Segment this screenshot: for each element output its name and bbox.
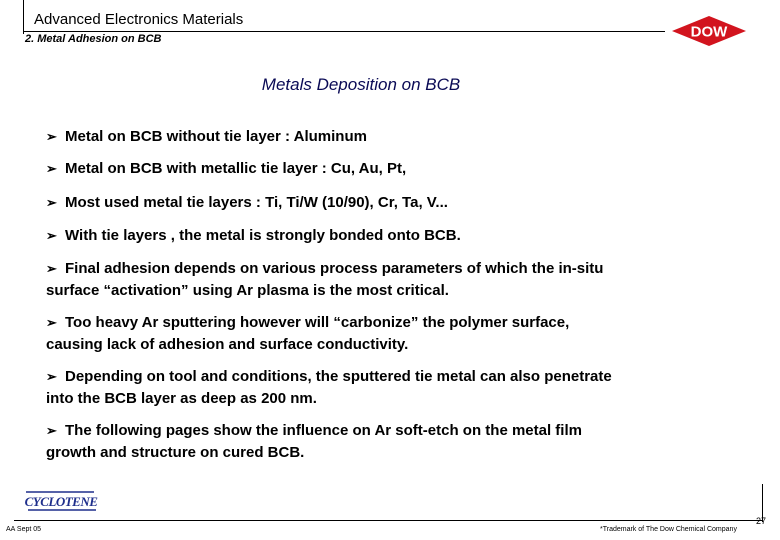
arrow-bullet-icon: ➢ <box>46 261 57 276</box>
arrow-bullet-icon: ➢ <box>46 315 57 330</box>
bullet-text-continuation: growth and structure on cured BCB. <box>46 444 305 461</box>
bullet-text: Metal on BCB with metallic tie layer : Cu, Au, Pt, <box>65 160 407 177</box>
header-subtitle: 2. Metal Adhesion on BCB <box>25 33 162 45</box>
footer-horizontal-rule <box>14 520 762 521</box>
arrow-bullet-icon: ➢ <box>46 423 57 438</box>
arrow-bullet-icon: ➢ <box>46 161 57 176</box>
footer-trademark: *Trademark of The Dow Chemical Company <box>600 526 737 533</box>
bullet-item <box>46 258 746 302</box>
arrow-bullet-icon: ➢ <box>46 228 57 243</box>
bullet-item <box>46 312 746 356</box>
slide-title: Metals Deposition on BCB <box>261 75 461 94</box>
dow-logo-icon <box>670 14 748 48</box>
svg-text:CYCLOTENE: CYCLOTENE <box>24 494 98 509</box>
bullet-text-continuation: causing lack of adhesion and surface conductivity. <box>46 336 409 353</box>
arrow-bullet-icon: ➢ <box>46 195 57 210</box>
bullet-text: Metal on BCB without tie layer : Aluminum <box>65 128 367 145</box>
footer-date: AA Sept 05 <box>6 526 42 533</box>
bullet-item <box>46 126 746 148</box>
bullet-item <box>46 158 746 180</box>
bullet-text-continuation: into the BCB layer as deep as 200 nm. <box>46 390 317 407</box>
bullet-text: The following pages show the influence on Ar soft-etch on the metal film <box>65 422 582 439</box>
page-number: 27 <box>756 516 767 526</box>
bullet-text: Most used metal tie layers : Ti, Ti/W (10/90), Cr, Ta, V... <box>65 194 448 211</box>
bullet-item <box>46 192 746 214</box>
bullet-item <box>46 225 746 247</box>
header-vertical-rule <box>23 0 24 34</box>
arrow-bullet-icon: ➢ <box>46 129 57 144</box>
arrow-bullet-icon: ➢ <box>46 369 57 384</box>
svg-text:DOW: DOW <box>690 23 728 41</box>
bullet-text: With tie layers , the metal is strongly bonded onto BCB. <box>65 227 461 244</box>
bullet-text: Depending on tool and conditions, the sputtered tie metal can also penetrate <box>65 368 612 385</box>
bullet-text: Too heavy Ar sputtering however will “carbonize” the polymer surface, <box>65 314 570 331</box>
header-horizontal-rule <box>23 31 665 32</box>
bullet-text-continuation: surface “activation” using Ar plasma is the most critical. <box>46 282 449 299</box>
bullet-item <box>46 366 746 410</box>
bullet-text: Final adhesion depends on various process parameters of which the in-situ <box>65 260 604 277</box>
bullet-item <box>46 420 746 464</box>
cyclotene-logo-icon <box>24 488 98 514</box>
header-title: Advanced Electronics Materials <box>34 11 244 28</box>
